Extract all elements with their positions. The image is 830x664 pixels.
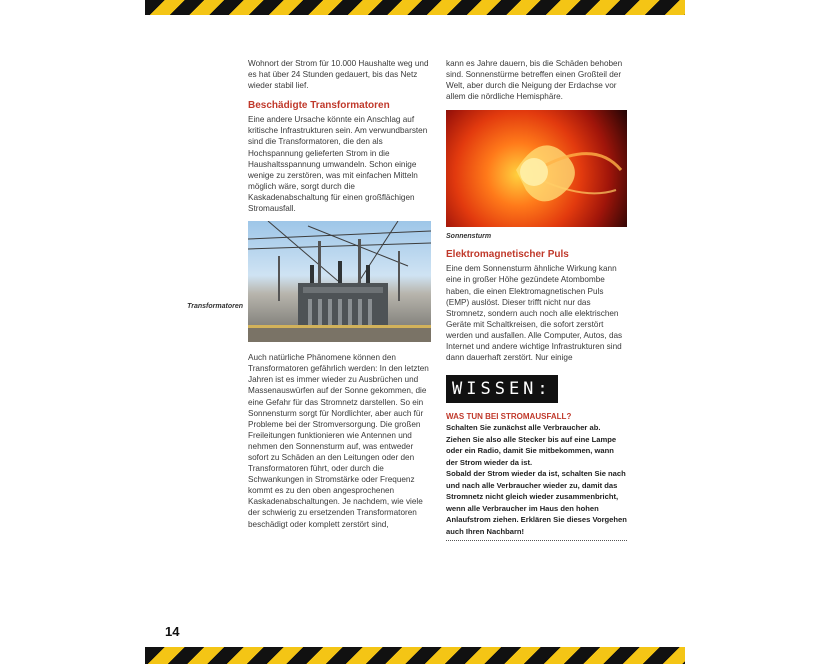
left-column [248,58,431,530]
solar-flare-illustration [446,110,627,227]
page-number: 14 [165,624,180,639]
heading-emp: Elektromagnetischer Puls [446,249,569,261]
natural-phenomena-paragraph: Auch natürliche Phänomene können den Transformatoren gefährlich werden: In den letzten Jahren ist es immer wieder zu Ausbrüchen und Massenauswürfen auf der Sonne gekommen, die eine Gefahr für das Stromnetz darstellen. So ein Sonnensturm sorgt für Nordlichter, aber auch für Probleme bei der Stromversorgung. Die großen Freileitungen funktionieren wie Antennen und nehmen den Sonnensturm auf, was entweder sofort zu Schäden an den Leitungen oder den Transformatoren führt, oder durch die Schwankungen in Stromstärke oder Frequenz kommt es zu den oben angesprochenen Kaskadenabschaltungen. Je nachdem, wie viele der schwierig zu ersetzenden Transformatoren beschädigt oder komplett zerstört sind, [248,353,429,529]
wissen-question: WAS TUN BEI STROMAUSFALL? [446,412,572,422]
caption-solar-storm: Sonnensturm [446,233,492,241]
magazine-page [145,0,685,664]
wissen-text-2: Sobald der Strom wieder da ist, schalten Sie nach und nach alle Verbraucher wieder zu, damit das Stromnetz nicht gleich wieder zusammenbricht, wenn alle Verbraucher im Haus den hohen Anlaufstrom ziehen. Erklären Sie dieses Vorgehen auch Ihren Nachbarn! [446,469,627,536]
right-column [446,58,627,541]
hazard-stripe-bottom [145,647,685,664]
dotted-divider [446,540,627,541]
wissen-text-1: Schalten Sie zunächst alle Verbraucher ab. Ziehen Sie also alle Stecker bis auf eine Lampe oder ein Radio, damit Sie mitbekommen, wann der Strom wieder da ist. [446,423,617,467]
intro-paragraph: Wohnort der Strom für 10.000 Haushalte weg und es hat über 24 Stunden gedauert, bis das Netz wieder stabil lief. [248,59,429,91]
wissen-label: WISSEN: [446,375,558,403]
solar-storm-photo [446,110,627,227]
emp-paragraph: Eine dem Sonnensturm ähnliche Wirkung kann eine in großer Höhe gezündete Atombombe haben, die einen Elektromagnetischen Puls (EMP) auslöst. Dieser trifft nicht nur das Stromnetz, sondern auch noch alle elektrischen Geräte mit Schaltkreisen, die sofort zerstört werden und ausfallen. Alle Computer, Autos, das Internet und andere wichtige Infrastrukturen sind dann dauerhaft zerstört. Nur einige [446,264,623,363]
hazard-stripe-top [145,0,685,15]
transformer-illustration [248,221,431,342]
transformer-photo [248,221,431,342]
repair-paragraph: kann es Jahre dauern, bis die Schäden behoben sind. Sonnenstürme betreffen einen Großteil der Welt, aber durch die Neigung der Erdachse vor allem die nördliche Hemisphäre. [446,59,623,102]
caption-transformers: Transformatoren [187,303,243,310]
heading-transformers: Beschädigte Transformatoren [248,100,390,112]
transformers-paragraph: Eine andere Ursache könnte ein Anschlag auf kritische Infrastrukturen sein. Am verwundbarsten sind die Transformatoren, die den als Hochspannung gelieferten Strom in die Haushaltsspannung umwandeln. Schon einige wenige zu zerstören, was mit einfachen Mitteln möglich wäre, sorgt durch die Kaskadenabschaltung für einen großflächigen Stromausfall. [248,115,428,214]
